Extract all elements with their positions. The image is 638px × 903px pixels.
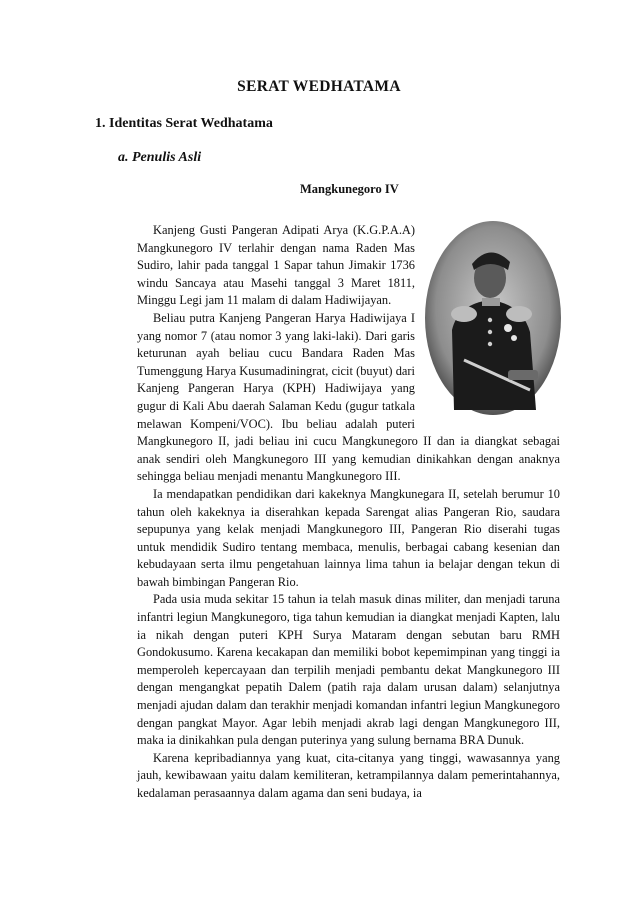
subsection-heading: a. Penulis Asli [118, 150, 202, 165]
paragraph-1: Kanjeng Gusti Pangeran Adipati Arya (K.G.P.A.A) Mangkunegoro IV terlahir dengan nama Raden Mas Sudiro, lahir pada tanggal 1 Sapar tahun Jimakir 1736 windu Sancaya atau Masehi tanggal 3 Maret 1811, Minggu Legi jam 11 malam di dalam Hadiwijayan. [137, 223, 415, 308]
paragraph-5: Karena kepribadiannya yang kuat, cita-citanya yang tinggi, wawasannya yang jauh, kewibawaan yaitu dalam kemiliteran, ketrampilannya dalam pemerintahannya, kedalaman perasaannya dalam agama dan seni budaya, ia [137, 750, 560, 800]
paragraph-2: Beliau putra Kanjeng Pangeran Harya Hadiwijaya I yang nomor 7 (atau nomor 3 yang laki-laki). Dari garis keturunan ayah beliau cucu Bandara Raden Mas Tumenggung Harya Kusumadiningrat, cicit (buyut) dari Kanjeng Pangeran Harya (KPH) Hadiwijaya yang gugur di Kali Abu daerah Salaman Kedu (gugur tatkala melawan Kompeni/VOC). Ibu beliau adalah puteri Mangkunegoro II, jadi beliau ini cucu Mangkunegoro II dan ia diangkat sebagai anak sendiri oleh Mangkunegoro III yang kemudian dinikahkan dengan anaknya sehingga beliau menjadi menantu Mangkunegoro III. [137, 310, 560, 484]
paragraph-4: Pada usia muda sekitar 15 tahun ia telah masuk dinas militer, dan menjadi taruna infantri legiun Mangkunegoro, tiga tahun kemudian ia diangkat menjadi Kapten, lalu ia nikah dengan puteri KPH Surya Mataram dengan sebutan baru RMH Gondokusumo. Karena kecakapan dan memiliki bobot kepemimpinan yang tinggi ia memperoleh kepercayaan dan terpilih menjadi pembantu dekat Mangkunegoro III dengan mengangkat pepatih Dalem (patih raja dalam urusan dalam) selanjutnya menjadi ajudan dalam dan terakhir menjadi komandan infantri legiun Mangkunegoro dengan pangkat Mayor. Agar lebih menjadi akrab lagi dengan Mangkunegoro III, maka ia dinikahkan pula dengan puterinya yang sulung bernama BRA Dunuk. [137, 592, 560, 748]
document-title: SERAT WEDHATAMA [237, 78, 401, 95]
figure-name: Mangkunegoro IV [300, 182, 399, 196]
section-heading: 1. Identitas Serat Wedhatama [95, 116, 273, 131]
body-text [137, 222, 560, 803]
paragraph-3: Ia mendapatkan pendidikan dari kakeknya Mangkunegara II, setelah berumur 10 tahun oleh kakeknya ia diserahkan kepada Sarengat alias Pangeran Rio, saudara sepupunya yang kelak menjadi Mangkunegoro III, Pangeran Rio diserahi tugas untuk mendidik Sudiro tentang membaca, menulis, berbagai cabang kesenian dan kebudayaan serta ilmu pengetahuan lainnya lima tahun ia belajar dengan tekun di bawah bimbingan Pangeran Rio. [137, 486, 560, 589]
